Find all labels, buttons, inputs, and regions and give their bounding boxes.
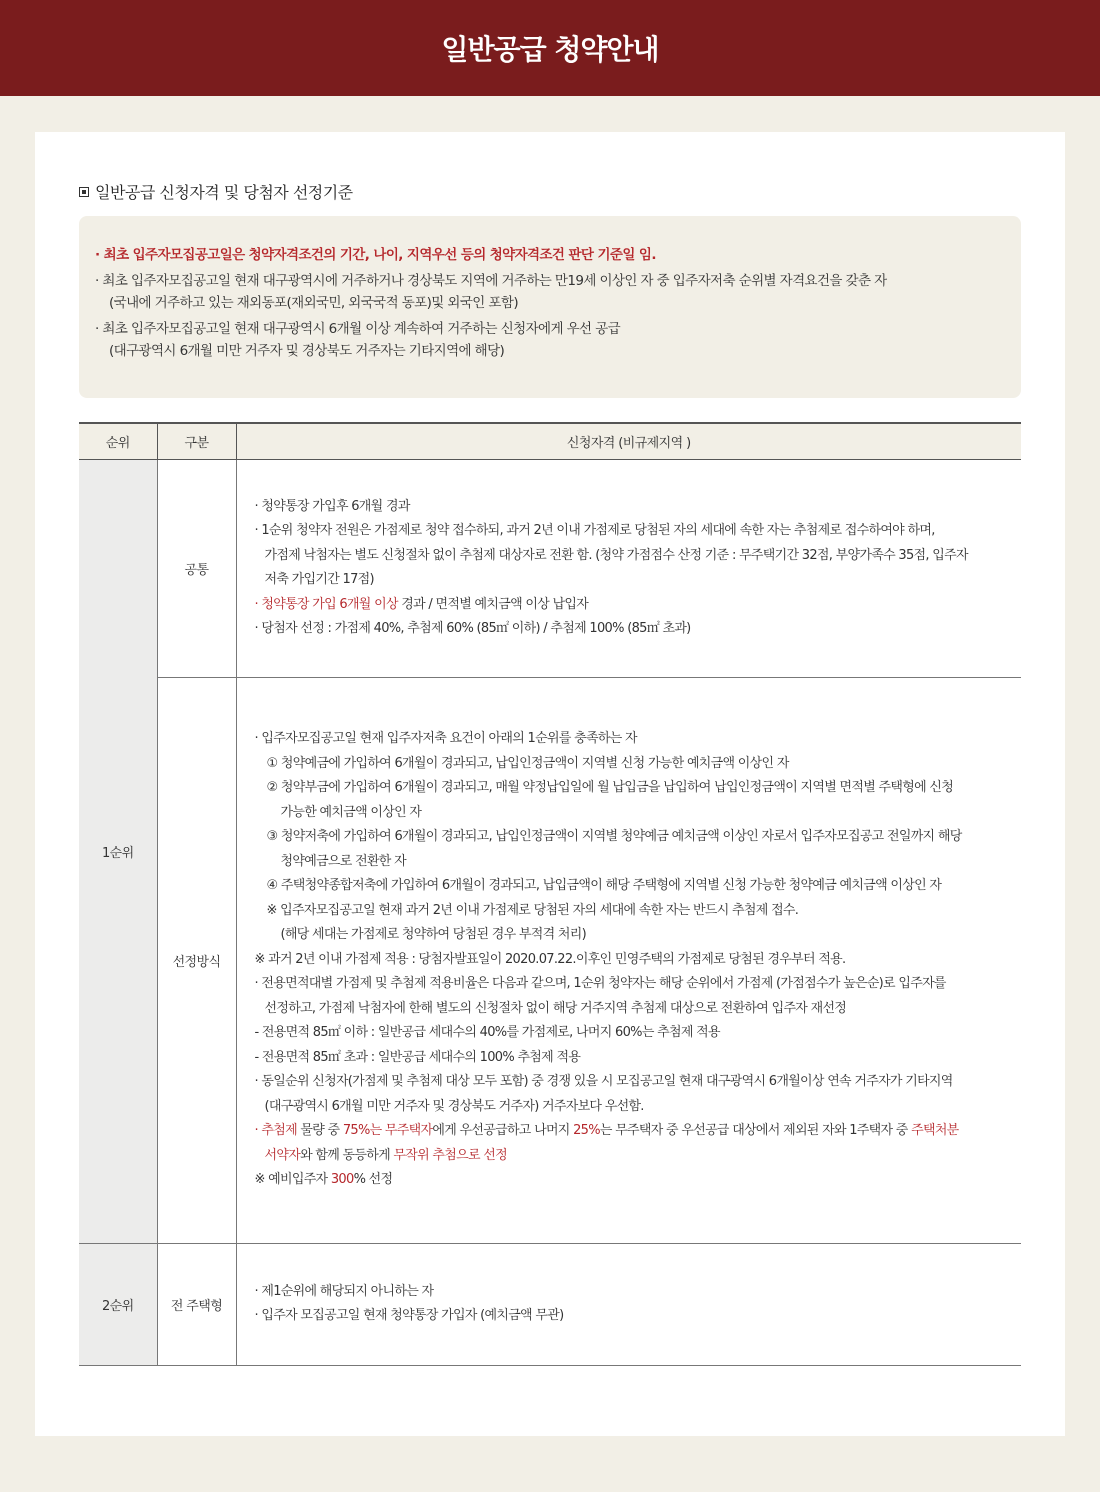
table-row-common	[79, 459, 1021, 677]
notice-line-1: · 최초 입주자모집공고일은 청약자격조건의 기간, 나이, 지역우선 등의 청약자격조건 판단 기준일 임.	[95, 247, 656, 263]
category-all-types: 전 주택형	[157, 1243, 236, 1365]
selection-warning: (해당 세대는 가점제로 청약하여 당첨된 경우 부적격 처리)	[280, 927, 587, 943]
eligibility-table	[79, 422, 1021, 1366]
notice-line-2	[95, 270, 997, 314]
common-line: · 1순위 청약자 전원은 가점제로 청약 접수하되, 과거 2년 이내 가점제로 당첨된 자의 세대에 속한 자는 추첨제로 접수하여야 하며,	[254, 523, 935, 538]
selection-warning: ※ 입주자모집공고일 현재 과거 2년 이내 가점제로 당첨된 자의 세대에 속한 자는 반드시 추첨제 접수.	[266, 902, 799, 918]
section-title-text: 일반공급 신청자격 및 당첨자 선정기준	[95, 183, 353, 202]
square-bullet-icon	[79, 187, 89, 197]
common-line: · 당첨자 선정 : 가점제 40%, 추첨제 60% (85㎡ 이하) / 추첨제 100% (85㎡ 초과)	[254, 621, 691, 636]
common-line	[255, 593, 1008, 618]
common-line: · 청약통장 가입후 6개월 경과	[254, 498, 410, 514]
notice-line-2-sub: (국내에 거주하고 있는 재외동포(재외국민, 외국국적 동포)및 외국인 포함)	[109, 295, 518, 311]
plain-text: ※ 예비입주자	[254, 1172, 331, 1188]
selection-line: ④ 주택청약종합저축에 가입하여 6개월이 경과되고, 납입금액이 해당 주택형에 지역별 신청 가능한 청약예금 예치금액 이상인 자	[266, 878, 942, 894]
common-line: 가점제 낙첨자는 별도 신청절차 없이 추첨제 대상자로 전환 함. (청약 가점점수 산정 기준 : 무주택기간 32점, 부양가족수 35점, 입주자	[264, 547, 968, 563]
common-line-rest: 경과 / 면적별 예치금액 이상 납입자	[397, 596, 589, 612]
page-title: 일반공급 청약안내	[441, 33, 659, 66]
category-common: 공통	[157, 459, 236, 677]
selection-line: · 동일순위 신청자(가점제 및 추첨제 대상 모두 포함) 중 경쟁 있을 시 모집공고일 현재 대구광역시 6개월이상 연속 거주자가 기타지역	[254, 1074, 953, 1090]
category-selection: 선정방식	[157, 677, 236, 1243]
selection-line: (대구광역시 6개월 미만 거주자 및 경상북도 거주자) 거주자보다 우선함.	[264, 1098, 644, 1114]
notice-box	[79, 216, 1021, 398]
plain-text: 와 함께 동등하게	[300, 1147, 394, 1163]
selection-line	[255, 1168, 1008, 1193]
highlight-text: 주택처분	[911, 1123, 959, 1139]
highlight-text: · 청약통장 가입 6개월 이상	[254, 596, 398, 612]
table-row-rank2	[79, 1243, 1021, 1365]
common-criteria	[236, 459, 1021, 677]
plain-text: 에게 우선공급하고 나머지	[432, 1123, 574, 1139]
selection-line: ② 청약부금에 가입하여 6개월이 경과되고, 매월 약정납입일에 월 납입금을 납입하여 납입인정금액이 지역별 면적별 주택형에 신청	[266, 780, 954, 796]
rank-1-cell: 1순위	[79, 459, 157, 1243]
notice-line-3-main: · 최초 입주자모집공고일 현재 대구광역시 6개월 이상 계속하여 거주하는 신청자에게 우선 공급	[95, 321, 621, 337]
notice-line-3	[95, 318, 997, 362]
notice-line-2-main: · 최초 입주자모집공고일 현재 대구광역시에 거주하거나 경상북도 지역에 거주하는 만19세 이상인 자 중 입주자저축 순위별 자격요건을 갖춘 자	[95, 273, 887, 289]
selection-line: · 입주자모집공고일 현재 입주자저축 요건이 아래의 1순위를 충족하는 자	[254, 731, 637, 747]
table-header-row	[79, 423, 1021, 459]
selection-line: - 전용면적 85㎡ 이하 : 일반공급 세대수의 40%를 가점제로, 나머지 60%는 추첨제 적용	[254, 1025, 720, 1041]
selection-line: · 전용면적대별 가점제 및 추첨제 적용비율은 다음과 같으며, 1순위 청약자는 해당 순위에서 가점제 (가점점수가 높은순)로 입주자를	[254, 976, 946, 992]
header-eligibility: 신청자격 (비규제지역 )	[236, 423, 1021, 459]
rank2-line: · 입주자 모집공고일 현재 청약통장 가입자 (예치금액 무관)	[254, 1308, 564, 1323]
plain-text: 물량 중	[296, 1123, 343, 1139]
highlight-text: 300	[330, 1172, 354, 1188]
selection-line	[255, 1144, 1008, 1169]
rank2-criteria	[236, 1243, 1021, 1365]
content-card	[35, 132, 1065, 1436]
table-row-selection	[79, 677, 1021, 1243]
section-heading	[79, 180, 353, 203]
selection-line	[255, 1119, 1008, 1144]
selection-line: ③ 청약저축에 가입하여 6개월이 경과되고, 납입인정금액이 지역별 청약예금 예치금액 이상인 자로서 입주자모집공고 전일까지 해당	[266, 829, 962, 845]
selection-line: ※ 과거 2년 이내 가점제 적용 : 당첨자발표일이 2020.07.22.이후인 민영주택의 가점제로 당첨된 경우부터 적용.	[254, 951, 846, 967]
header-rank: 순위	[79, 423, 157, 459]
highlight-text: 75%는 무주택자	[342, 1123, 433, 1139]
highlight-text: 25%	[573, 1123, 600, 1139]
highlight-text: 무작위 추첨으로 선정	[393, 1147, 507, 1163]
header-category: 구분	[157, 423, 236, 459]
common-line: 저축 가입기간 17점)	[264, 572, 374, 587]
highlight-text: 서약자	[264, 1147, 301, 1163]
selection-criteria	[236, 677, 1021, 1243]
plain-text: 는 무주택자 중 우선공급 대상에서 제외된 자와 1주택자 중	[599, 1123, 912, 1139]
selection-line: 가능한 예치금액 이상인 자	[280, 804, 422, 820]
selection-line: 선정하고, 가점제 낙첨자에 한해 별도의 신청절차 없이 해당 거주지역 추첨제 대상으로 전환하여 입주자 재선정	[264, 1000, 847, 1016]
notice-line-3-sub: (대구광역시 6개월 미만 거주자 및 경상북도 거주자는 기타지역에 해당)	[109, 343, 505, 359]
rank2-line: · 제1순위에 해당되지 아니하는 자	[254, 1283, 434, 1299]
page-header	[0, 0, 1100, 96]
selection-line: 청약예금으로 전환한 자	[280, 853, 406, 869]
highlight-text: · 추첨제	[254, 1123, 297, 1139]
rank-2-cell: 2순위	[79, 1243, 157, 1365]
selection-line: ① 청약예금에 가입하여 6개월이 경과되고, 납입인정금액이 지역별 신청 가능한 예치금액 이상인 자	[266, 755, 789, 771]
selection-line: - 전용면적 85㎡ 초과 : 일반공급 세대수의 100% 추첨제 적용	[254, 1049, 581, 1065]
plain-text: % 선정	[353, 1172, 393, 1188]
